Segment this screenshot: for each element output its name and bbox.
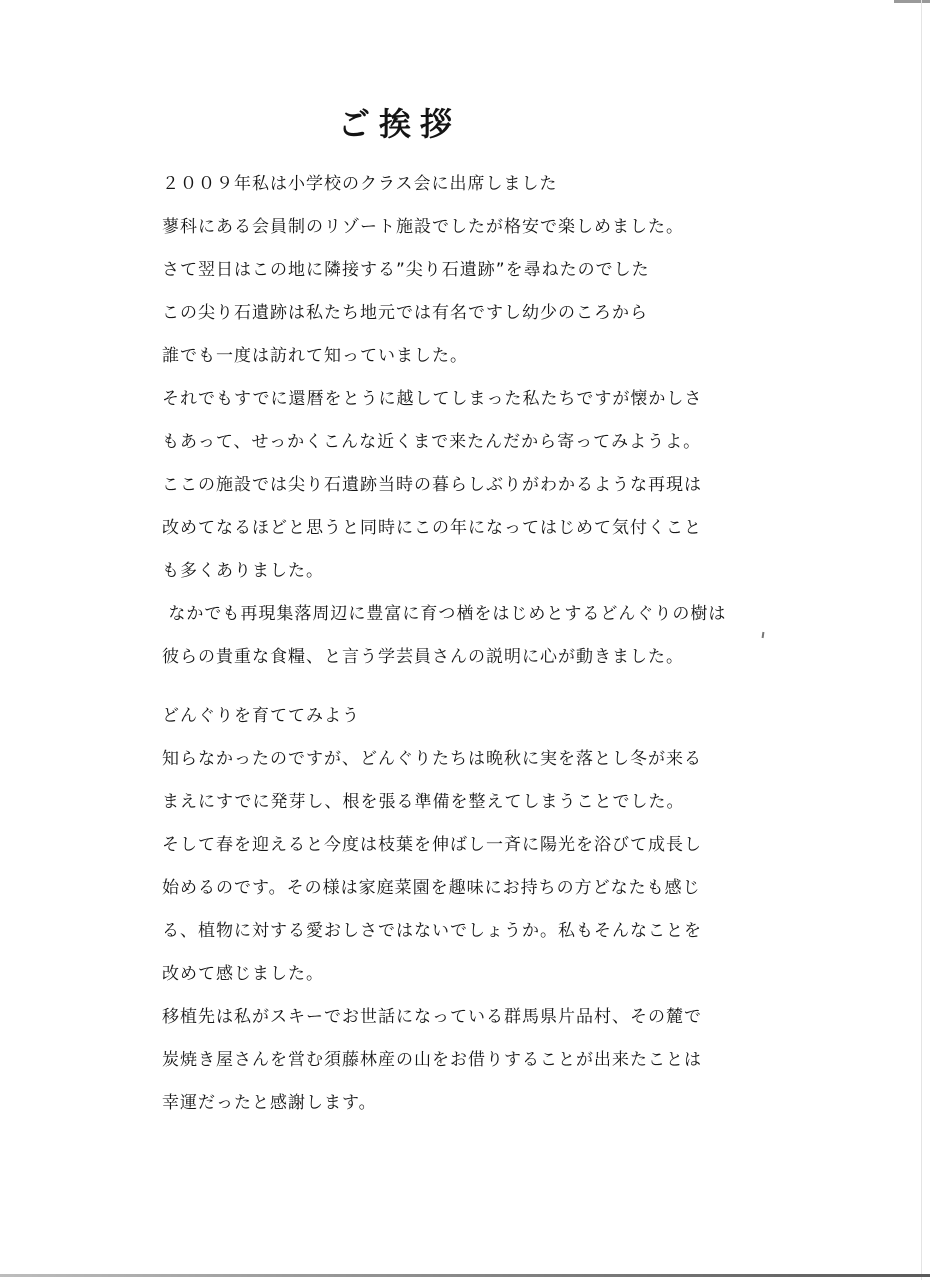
body-line-20: 炭焼き屋さんを営む須藤林産の山をお借りすることが出来たことは	[162, 1050, 702, 1070]
body-line-7: もあって、せっかくこんな近くまで来たんだから寄ってみようよ。	[162, 432, 702, 452]
body-line-19: 移植先は私がスキーでお世話になっている群馬県片品村、その麓で	[162, 1007, 702, 1027]
body-line-1: ２００９年私は小学校のクラス会に出席しました	[162, 174, 558, 194]
body-line-4: この尖り石遺跡は私たち地元では有名ですし幼少のころから	[162, 303, 648, 323]
body-line-17: る、植物に対する愛おしさではないでしょうか。私もそんなことを	[162, 921, 702, 941]
scan-edge-right	[921, 0, 922, 1280]
page-title: ご挨拶	[338, 105, 462, 143]
body-line-9: 改めてなるほどと思うと同時にこの年になってはじめて気付くこと	[162, 518, 702, 538]
scan-edge-top	[894, 0, 930, 3]
body-line-5: 誰でも一度は訪れて知っていました。	[162, 346, 468, 366]
body-line-2: 蓼科にある会員制のリゾート施設でしたが格安で楽しめました。	[162, 217, 684, 237]
body-line-8: ここの施設では尖り石遺跡当時の暮らしぶりがわかるような再現は	[162, 475, 702, 495]
body-line-15: そして春を迎えると今度は枝葉を伸ばし一斉に陽光を浴びて成長し	[162, 835, 702, 855]
section-heading: どんぐりを育ててみよう	[162, 706, 360, 726]
body-line-21: 幸運だったと感謝します。	[162, 1093, 377, 1113]
scan-speck	[762, 632, 765, 638]
body-line-6: それでもすでに還暦をとうに越してしまった私たちですが懐かしさ	[162, 389, 703, 409]
body-line-12: 彼らの貴重な食糧、と言う学芸員さんの説明に心が動きました。	[162, 647, 684, 667]
body-line-14: まえにすでに発芽し、根を張る準備を整えてしまうことでした。	[162, 792, 685, 812]
body-line-16: 始めるのです。その様は家庭菜園を趣味にお持ちの方どなたも感じ	[162, 878, 701, 898]
scan-edge-bottom	[0, 1274, 930, 1277]
body-line-10: も多くありました。	[162, 561, 324, 581]
body-line-11: なかでも再現集落周辺に豊富に育つ楢をはじめとするどんぐりの樹は	[162, 604, 727, 624]
body-line-13: 知らなかったのですが、どんぐりたちは晩秋に実を落とし冬が来る	[162, 749, 702, 769]
body-line-3: さて翌日はこの地に隣接する”尖り石遺跡”を尋ねたのでした	[162, 260, 650, 280]
body-line-18: 改めて感じました。	[162, 964, 324, 984]
